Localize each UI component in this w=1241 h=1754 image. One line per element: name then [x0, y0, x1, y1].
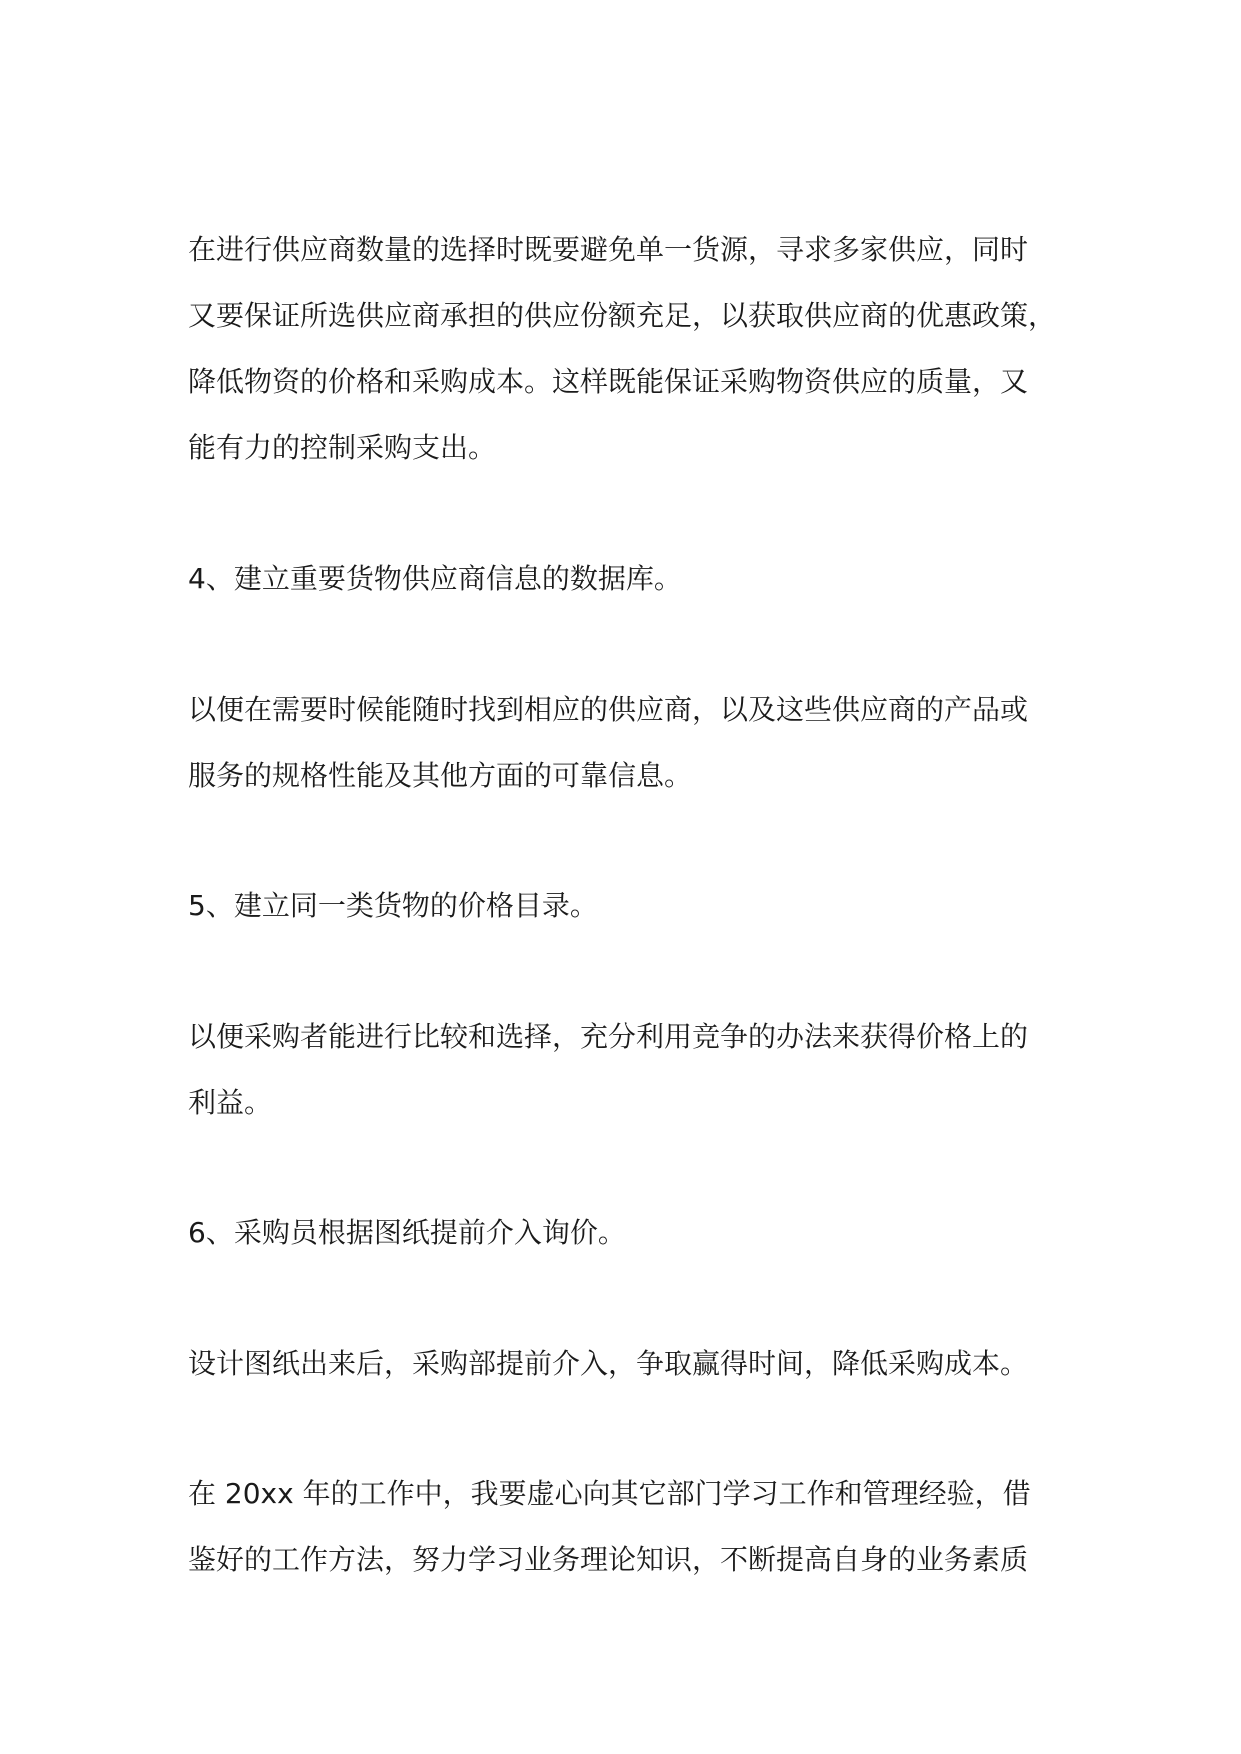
- section-heading: 5、建立同一类货物的价格目录。: [188, 889, 598, 922]
- section-heading: 4、建立重要货物供应商信息的数据库。: [188, 562, 682, 595]
- paragraph-line: 以便在需要时候能随时找到相应的供应商，以及这些供应商的产品或: [188, 693, 1029, 726]
- paragraph-line: 鉴好的工作方法，努力学习业务理论知识，不断提高自身的业务素质: [188, 1543, 1029, 1576]
- paragraph-line: 降低物资的价格和采购成本。这样既能保证采购物资供应的质量，又: [188, 365, 1029, 398]
- paragraph-line: 又要保证所选供应商承担的供应份额充足，以获取供应商的优惠政策，: [188, 299, 1057, 332]
- section-heading: 6、采购员根据图纸提前介入询价。: [188, 1216, 626, 1249]
- paragraph-line: 在 20xx 年的工作中，我要虚心向其它部门学习工作和管理经验，借: [188, 1477, 1031, 1510]
- paragraph-line: 在进行供应商数量的选择时既要避免单一货源，寻求多家供应，同时: [188, 233, 1029, 266]
- paragraph-line: 设计图纸出来后，采购部提前介入，争取赢得时间，降低采购成本。: [188, 1347, 1029, 1380]
- paragraph-line: 以便采购者能进行比较和选择，充分利用竞争的办法来获得价格上的: [188, 1020, 1029, 1053]
- paragraph-line: 利益。: [188, 1086, 273, 1119]
- paragraph-line: 能有力的控制采购支出。: [188, 431, 497, 464]
- paragraph-line: 服务的规格性能及其他方面的可靠信息。: [188, 759, 693, 792]
